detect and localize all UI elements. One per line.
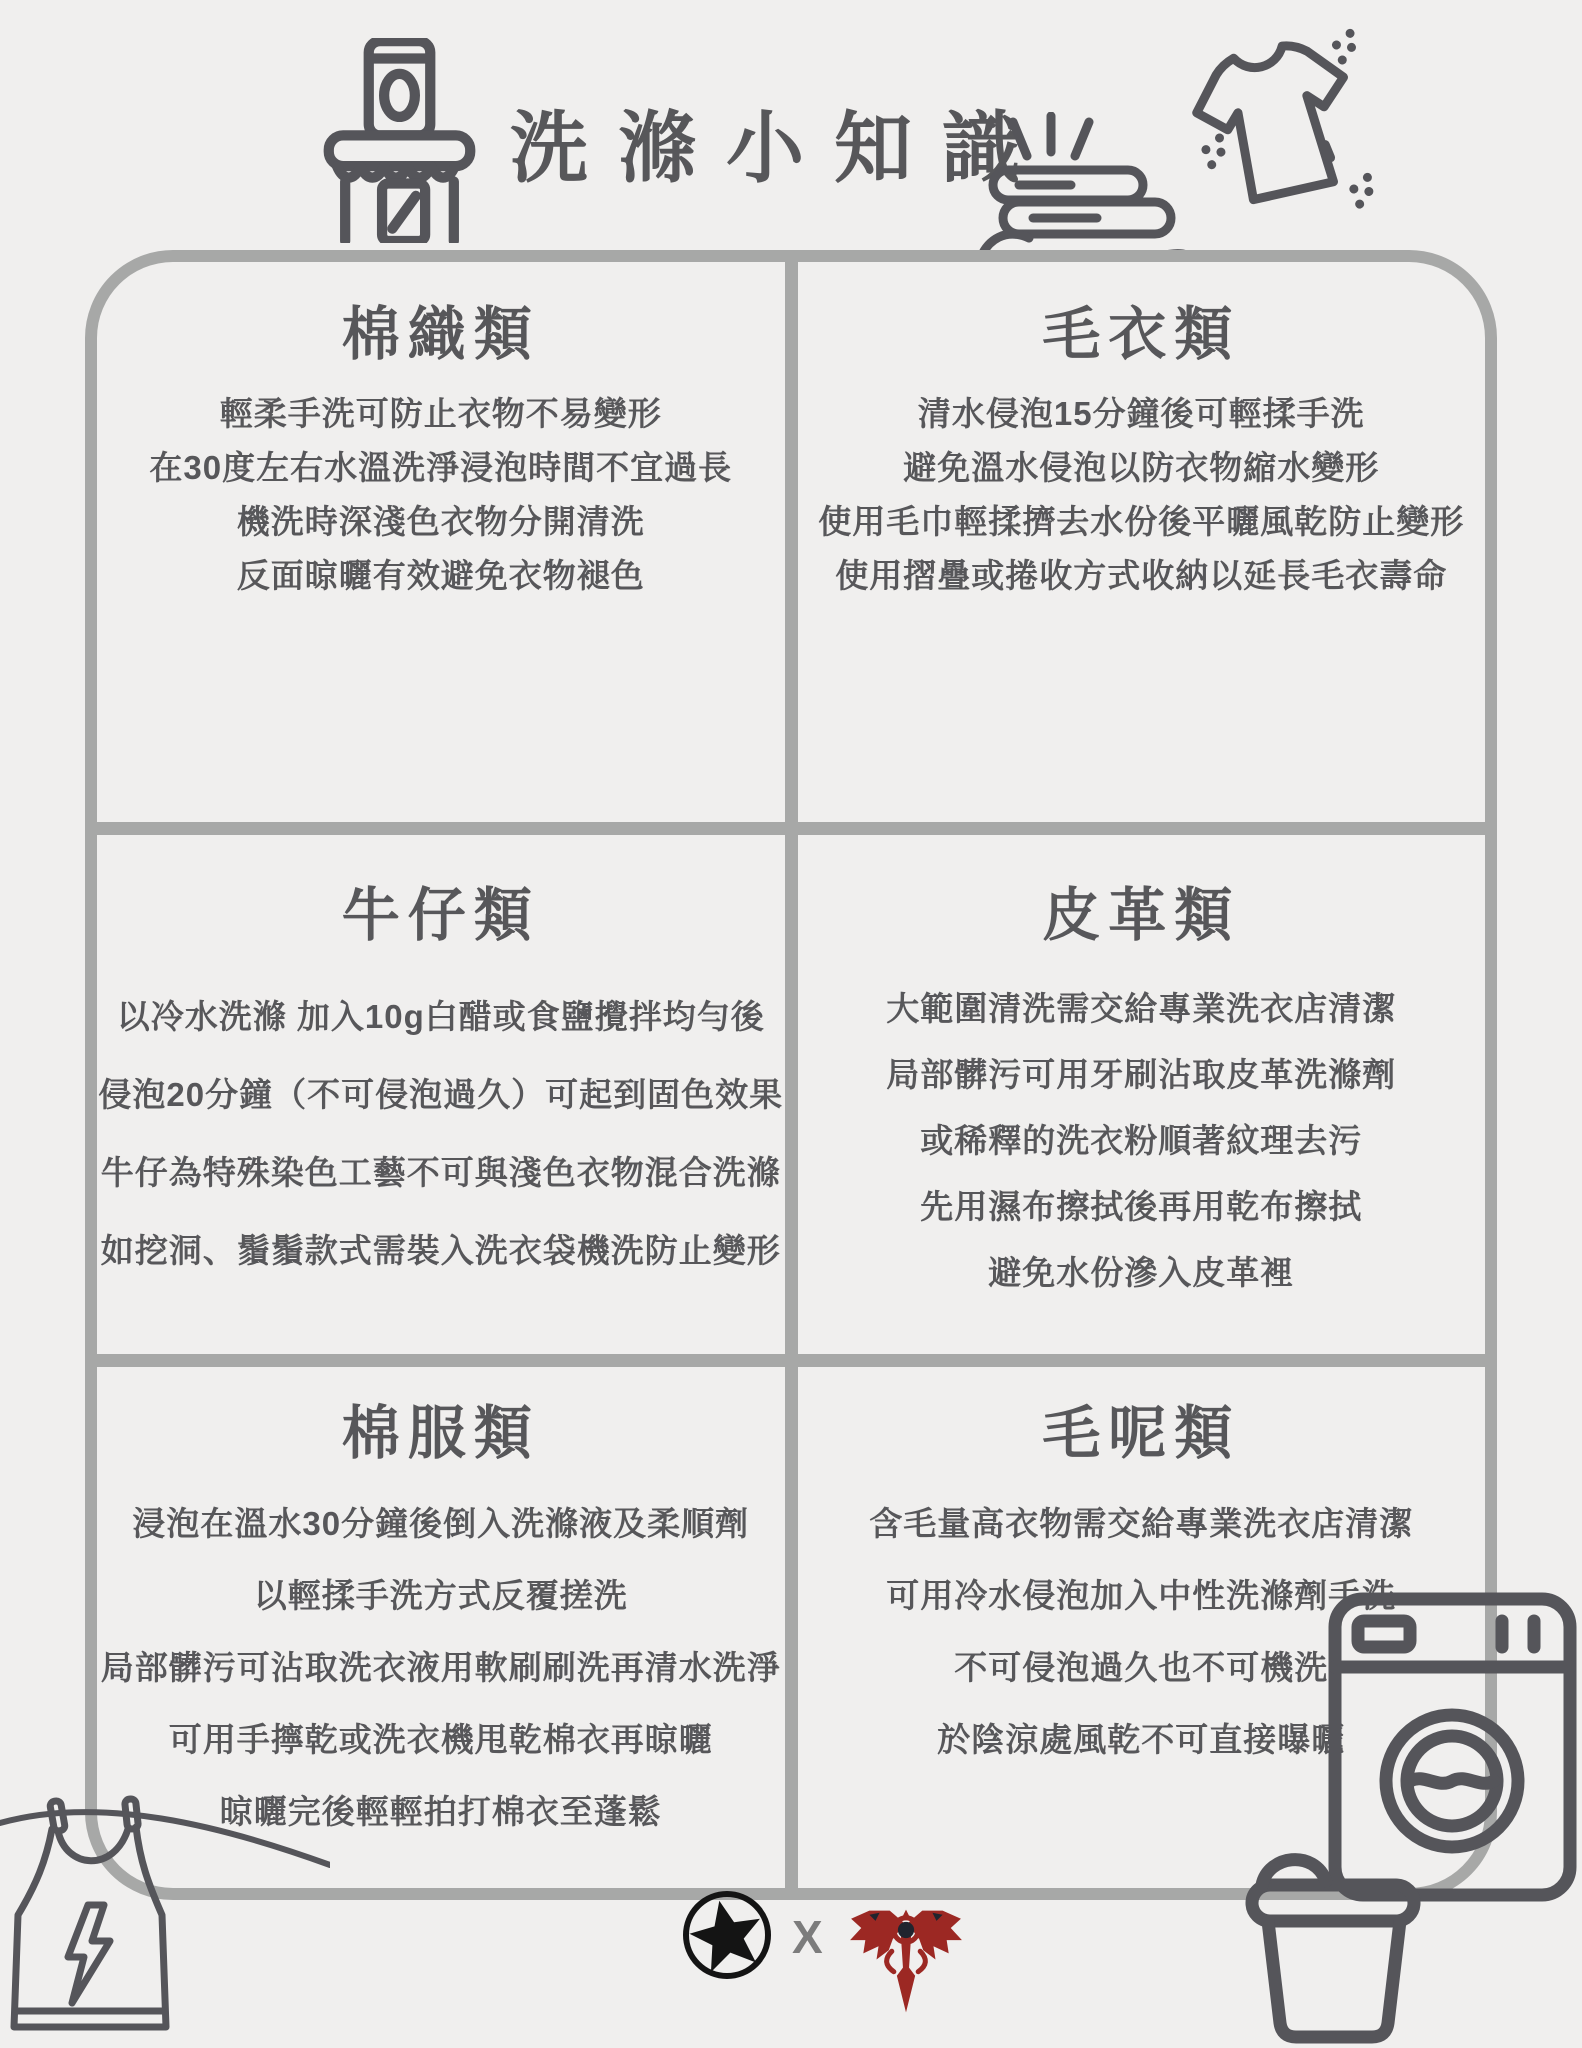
laundry-basket-icon: [1252, 1860, 1414, 2037]
tip-line: 先用濕布擦拭後再用乾布擦拭: [920, 1188, 1363, 1226]
red-wing-emblem-logo: [845, 1908, 967, 2016]
tip-line: 以輕揉手洗方式反覆搓洗: [253, 1577, 628, 1615]
panel-sweater: [798, 262, 1486, 822]
tip-line: 侵泡20分鐘（不可侵泡過久）可起到固色效果: [98, 1076, 784, 1114]
tip-line: 浸泡在溫水30分鐘後倒入洗滌液及柔順劑: [132, 1505, 750, 1543]
washing-machine-and-basket-icon: [1240, 1585, 1582, 2048]
tip-line: 於陰涼處風乾不可直接曝曬: [937, 1721, 1346, 1759]
t-shirt-sparkle-icon: [1190, 26, 1380, 238]
tip-lines: [798, 974, 1486, 1304]
tip-line: 如挖洞、鬚鬚款式需裝入洗衣袋機洗防止變形: [100, 1232, 781, 1270]
laundry-shop-icon: [322, 38, 477, 243]
panel-cotton-woven: [97, 262, 785, 822]
tip-line: 局部髒污可沾取洗衣液用軟刷刷洗再清水洗淨: [100, 1649, 781, 1687]
tip-line: 機洗時深淺色衣物分開清洗: [236, 503, 645, 541]
tip-lines: [798, 385, 1486, 601]
page-title: 洗滌小知識: [509, 104, 1050, 192]
tip-line: 避免溫水侵泡以防衣物縮水變形: [903, 449, 1380, 487]
tip-line: 或稀釋的洗衣粉順著紋理去污: [920, 1122, 1363, 1160]
tip-line: 避免水份滲入皮革裡: [988, 1254, 1295, 1292]
tip-line: 反面晾曬有效避免衣物褪色: [236, 557, 645, 595]
tip-line: 使用摺疊或捲收方式收納以延長毛衣壽命: [835, 557, 1448, 595]
tip-line: 不可侵泡過久也不可機洗: [954, 1649, 1329, 1687]
panel-leather: [798, 835, 1486, 1354]
collab-logos: [660, 1886, 990, 2016]
tip-line: 清水侵泡15分鐘後可輕揉手洗: [917, 395, 1365, 433]
tip-line: 使用毛巾輕揉擠去水份後平曬風乾防止變形: [818, 503, 1465, 541]
tip-line: 可用手擰乾或洗衣機甩乾棉衣再晾曬: [168, 1721, 713, 1759]
tip-lines: [97, 976, 785, 1288]
panel-title: 毛衣類: [1042, 302, 1241, 367]
panel-title: 毛呢類: [1042, 1401, 1241, 1466]
tip-line: 大範圍清洗需交給專業洗衣店清潔: [886, 990, 1397, 1028]
soec-star-logo: [682, 1890, 772, 1980]
tip-line: 可用冷水侵泡加入中性洗滌劑手洗: [886, 1577, 1397, 1615]
tip-line: 輕柔手洗可防止衣物不易變形: [219, 395, 662, 433]
tip-line: 晾曬完後輕輕拍打棉衣至蓬鬆: [219, 1793, 662, 1831]
panel-denim: [97, 835, 785, 1354]
collab-x-separator: X: [792, 1911, 823, 1963]
panel-title: 棉織類: [341, 302, 540, 367]
panel-title: 棉服類: [341, 1401, 540, 1466]
tip-line: 以冷水洗滌 加入10g白醋或食鹽攪拌均勻後: [116, 998, 765, 1036]
panel-title: 牛仔類: [341, 883, 540, 948]
tip-line: 含毛量高衣物需交給專業洗衣店清潔: [869, 1505, 1414, 1543]
tip-line: 局部髒污可用牙刷沾取皮革洗滌劑: [886, 1056, 1397, 1094]
clothesline-tanktop-lightning-icon: [0, 1765, 330, 2048]
tip-lines: [97, 385, 785, 601]
panel-title: 皮革類: [1042, 883, 1241, 948]
tip-line: 牛仔為特殊染色工藝不可與淺色衣物混合洗滌: [100, 1154, 781, 1192]
tip-line: 在30度左右水溫洗淨浸泡時間不宜過長: [149, 449, 733, 487]
